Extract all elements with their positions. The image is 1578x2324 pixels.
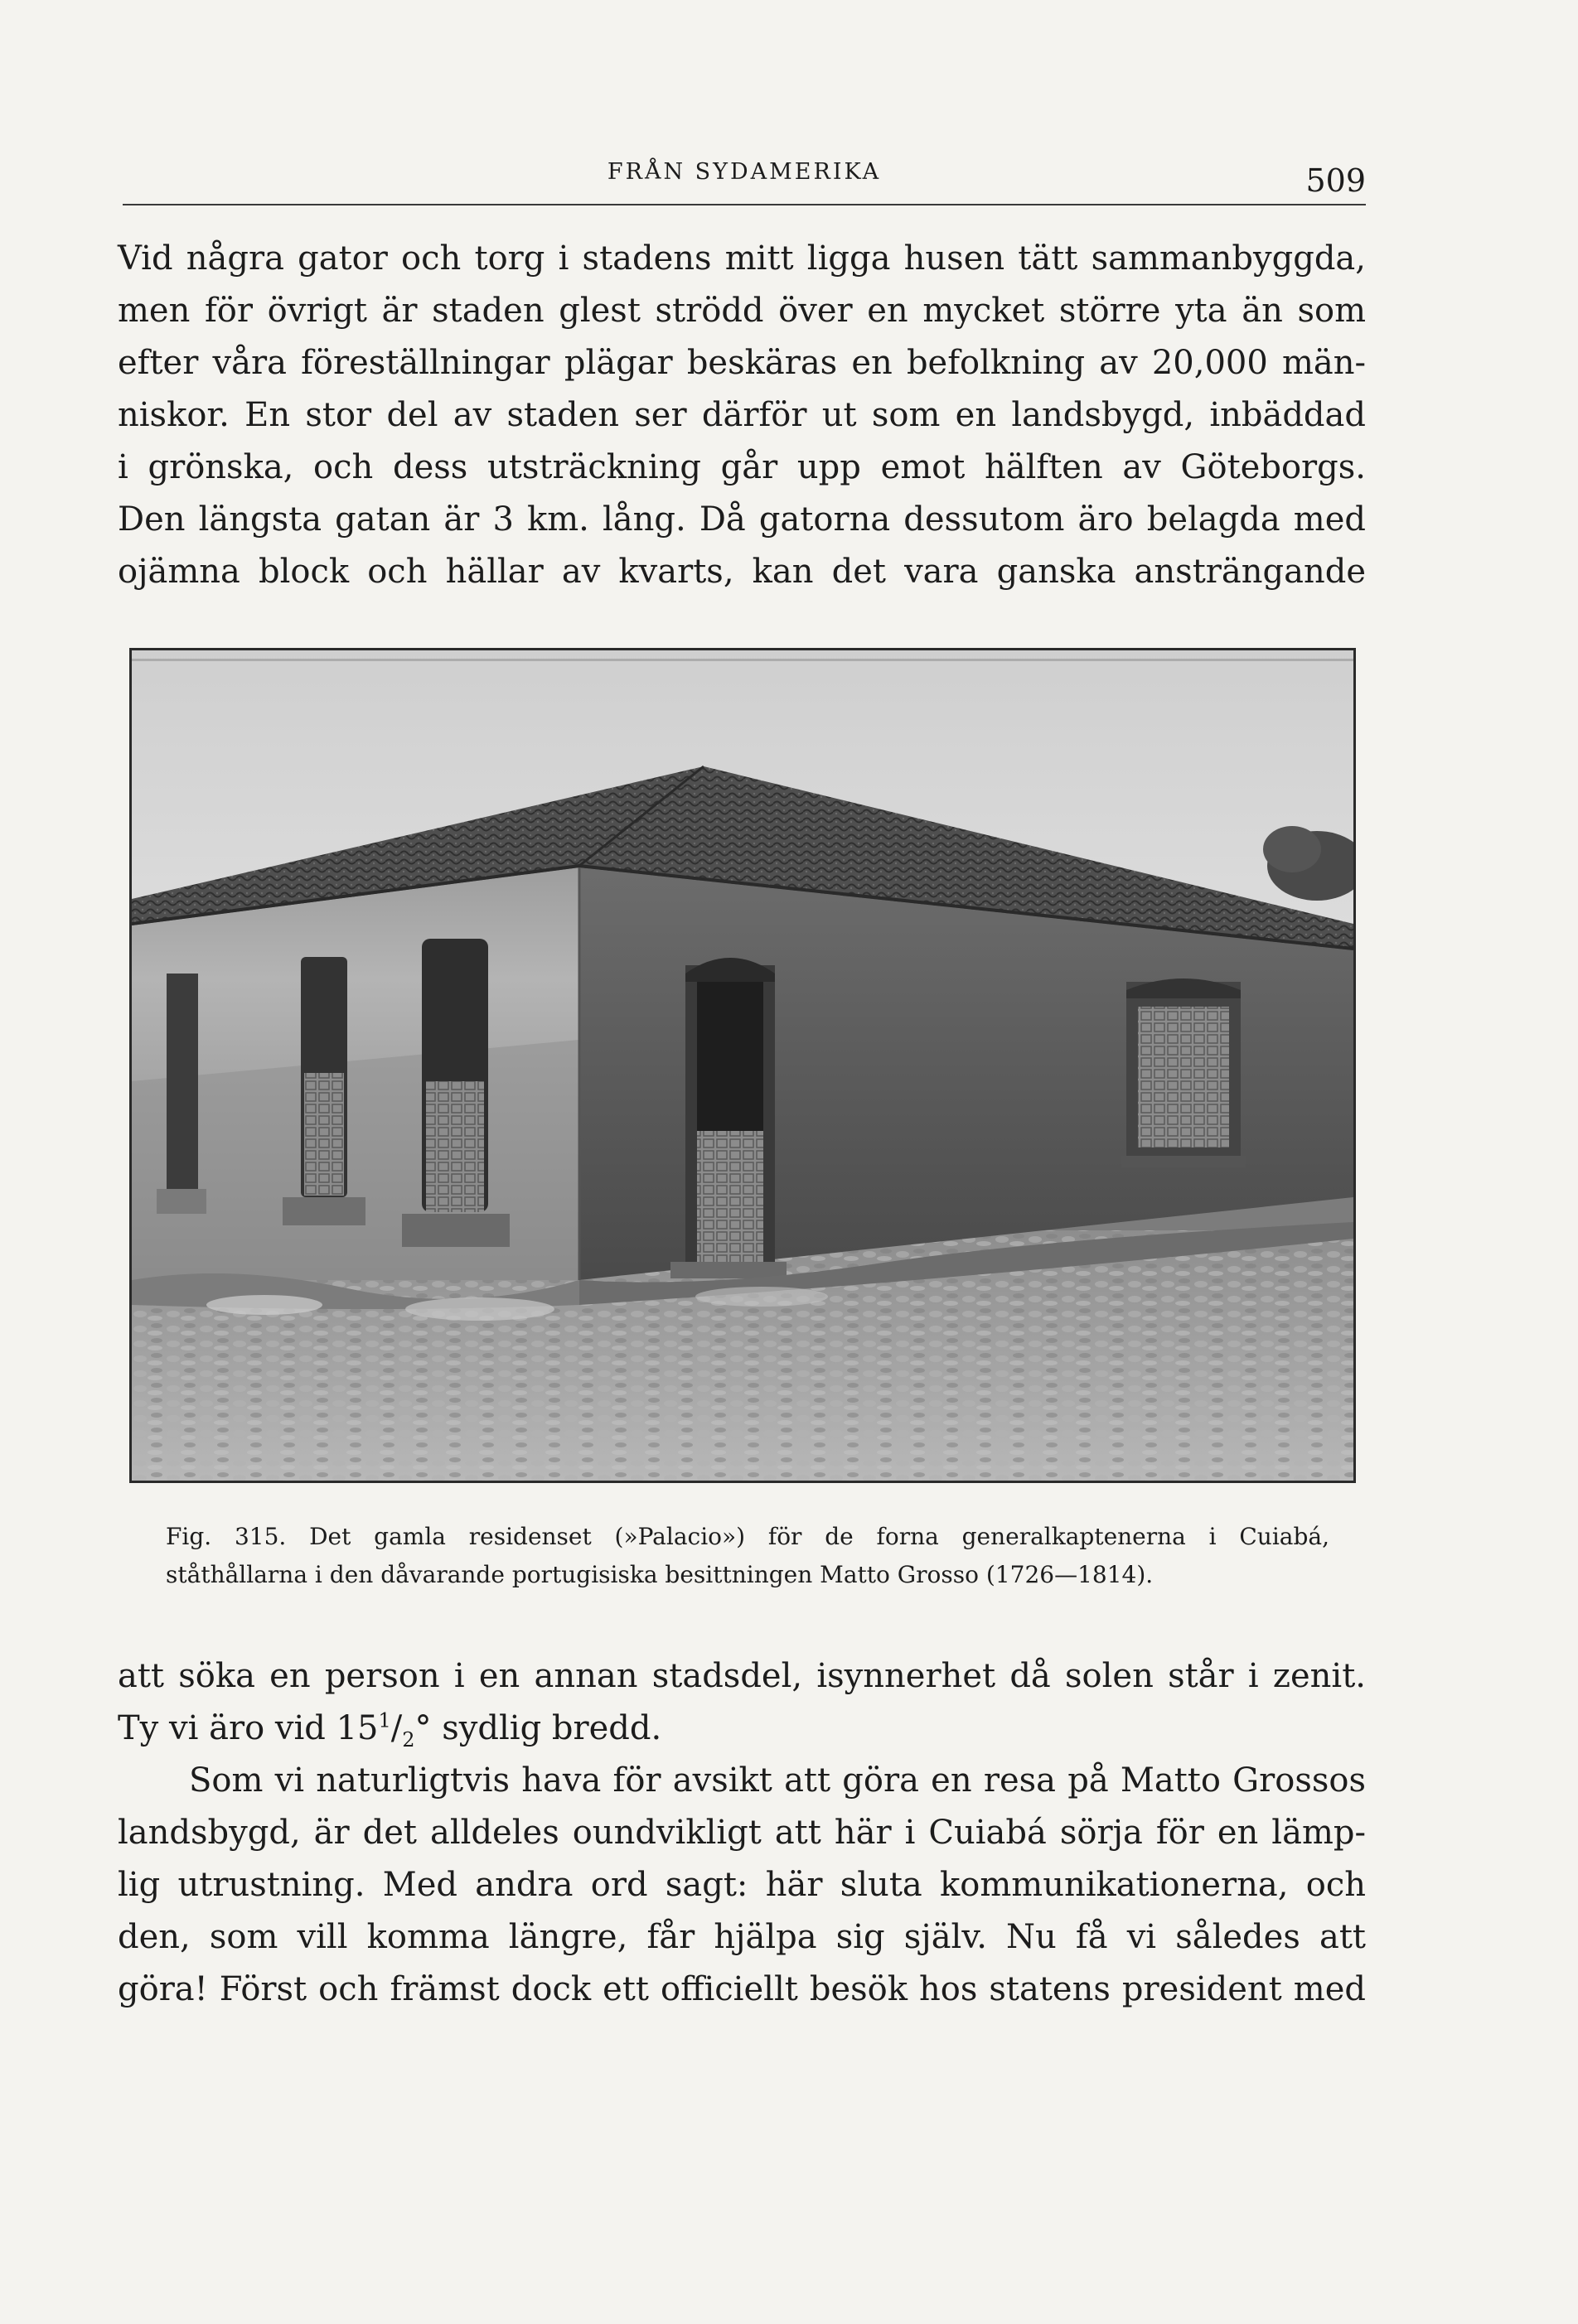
page-header	[123, 152, 1366, 199]
text-line: Den längsta gatan är 3 km. lång. Då gatorna dessutom äro belagda med	[118, 500, 1366, 539]
text-line: efter våra föreställningar plägar beskäras en befolkning av 20,000 män-	[118, 344, 1366, 382]
figure-photograph	[129, 648, 1356, 1483]
text-line: niskor. En stor del av staden ser därför ut som en landsbygd, inbäddad	[118, 396, 1366, 434]
text-line: lig utrustning. Med andra ord sagt: här sluta kommunikationerna, och	[118, 1866, 1366, 1904]
figure-caption	[166, 1518, 1329, 1594]
paragraph-1	[118, 233, 1366, 598]
text-line: landsbygd, är det alldeles oundvikligt att här i Cuiabá sörja för en lämp-	[118, 1814, 1366, 1852]
running-title: FRÅN SYDAMERIKA	[607, 159, 882, 185]
text-line: Som vi naturligtvis hava för avsikt att göra en resa på Matto Grossos	[189, 1761, 1366, 1800]
fraction-denominator: 2	[402, 1728, 415, 1751]
page-number: 509	[1305, 162, 1366, 199]
text-line: den, som vill komma längre, får hjälpa sig själv. Nu få vi således att	[118, 1918, 1366, 1956]
caption-line: ståthållarna i den dåvarande portugisiska besittningen Matto Grosso (1726—1814).	[166, 1561, 1154, 1588]
paragraph-2	[118, 1650, 1366, 1755]
text-line: men för övrigt är staden glest strödd över en mycket större yta än som	[118, 292, 1366, 330]
text-line: ojämna block och hällar av kvarts, kan det vara ganska ansträngande	[118, 553, 1366, 591]
text-line	[118, 1703, 1366, 1755]
fraction-slash: /	[390, 1709, 403, 1747]
text-line: Vid några gator och torg i stadens mitt ligga husen tätt sammanbyggda,	[118, 239, 1366, 278]
text-fragment: Ty vi äro vid 15	[118, 1709, 379, 1747]
fraction-numerator: 1	[378, 1708, 391, 1732]
paragraph-3	[118, 1755, 1366, 2016]
text-line: att söka en person i en annan stadsdel, isynnerhet då solen står i zenit.	[118, 1657, 1366, 1695]
header-rule	[123, 204, 1366, 205]
text-line: i grönska, och dess utsträckning går upp emot hälften av Göteborgs.	[118, 448, 1366, 486]
text-fragment: ° sydlig bredd.	[414, 1709, 662, 1747]
text-line: göra! Först och främst dock ett officiellt besök hos statens president med	[118, 1970, 1366, 2008]
caption-line: Fig. 315. Det gamla residenset (»Palacio») för de forna generalkaptenerna i Cuiabá,	[166, 1523, 1329, 1550]
